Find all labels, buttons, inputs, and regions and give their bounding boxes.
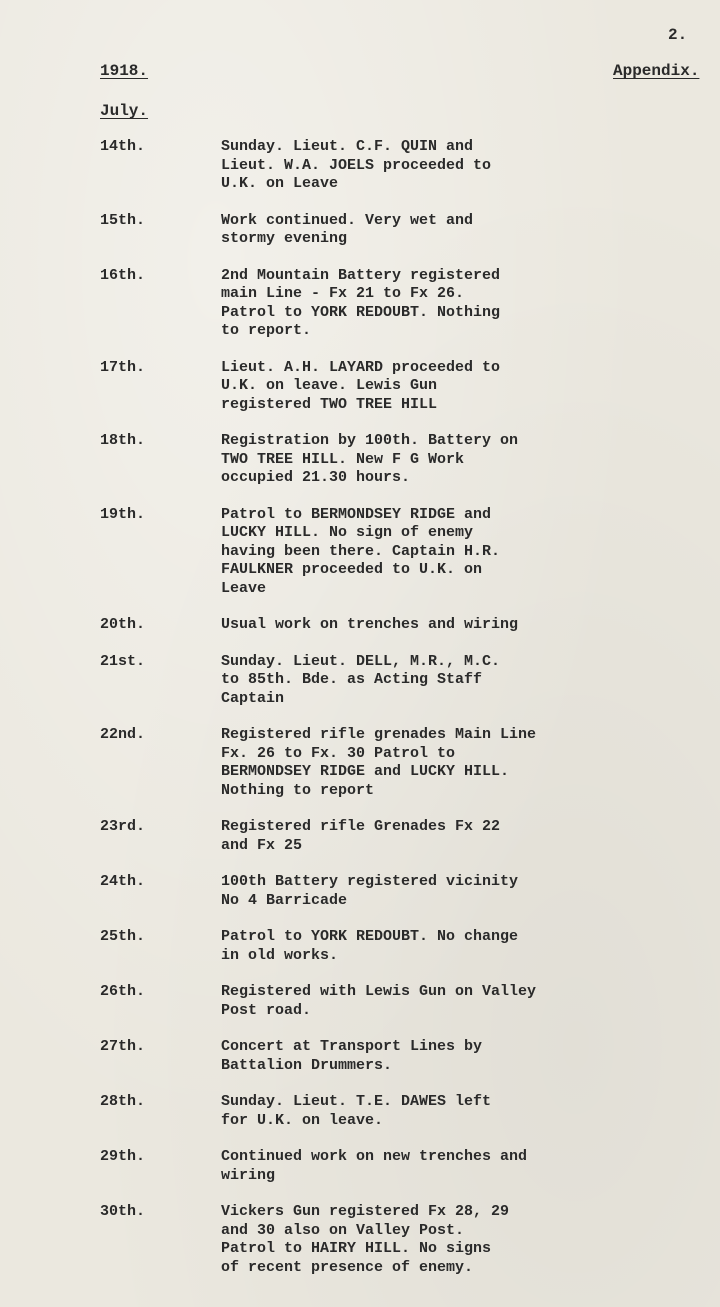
entry-date: 25th. [100,928,146,945]
entry-text: Continued work on new trenches and wiring [221,1148,528,1184]
diary-entry [100,267,700,341]
diary-entry [100,1038,700,1075]
entry-text: 2nd Mountain Battery registered main Line - Fx 21 to Fx 26. Patrol to YORK REDOUBT. Nothing to report. [221,266,501,339]
entry-date: 27th. [100,1038,146,1055]
entry-text: Lieut. A.H. LAYARD proceeded to U.K. on leave. Lewis Gun registered TWO TREE HILL [221,358,501,413]
entry-text: Registration by 100th. Battery on TWO TREE HILL. New F G Work occupied 21.30 hours. [221,432,519,486]
entry-text: Patrol to BERMONDSEY RIDGE and LUCKY HILL. No sign of enemy having been there. Captain H.R. FAULKNER proceeded to U.K. on Leave [221,505,501,597]
diary-entry [100,1093,700,1130]
diary-entry [100,212,700,249]
entry-text: Concert at Transport Lines by Battalion Drummers. [221,1038,483,1074]
entry-text: 100th Battery registered vicinity No 4 Barricade [221,873,519,909]
diary-entry [100,506,700,599]
entry-date: 19th. [100,505,146,523]
diary-entry [100,653,700,709]
diary-entry [100,818,700,855]
entry-text: Vickers Gun registered Fx 28, 29 and 30 also on Valley Post. Patrol to HAIRY HILL. No signs of recent presence of enemy. [221,1203,510,1276]
entry-date: 30th. [100,1203,146,1220]
entry-date: 17th. [100,358,146,376]
month-heading: July. [100,102,149,120]
year-heading: 1918. [100,62,149,80]
entry-text: Usual work on trenches and wiring [221,616,519,633]
appendix-heading: Appendix. [613,62,700,80]
entry-text: Sunday. Lieut. DELL, M.R., M.C. to 85th. Bde. as Acting Staff Captain [221,652,501,707]
entry-date: 26th. [100,983,146,1000]
diary-entry [100,359,700,415]
page-number: 2. [668,26,688,44]
diary-entry [100,616,700,635]
entry-date: 28th. [100,1093,146,1110]
entry-date: 18th. [100,432,146,449]
diary-entry [100,928,700,965]
diary-entries [100,138,700,1295]
diary-entry [100,726,700,800]
entry-text: Sunday. Lieut. T.E. DAWES left for U.K. on leave. [221,1093,492,1129]
entry-date: 16th. [100,266,146,284]
entry-date: 15th. [100,211,146,229]
entry-text: Patrol to YORK REDOUBT. No change in old works. [221,928,519,964]
entry-date: 24th. [100,873,146,890]
entry-date: 29th. [100,1148,146,1165]
diary-entry [100,1148,700,1185]
diary-entry [100,1203,700,1277]
entry-date: 23rd. [100,818,146,835]
diary-entry [100,432,700,488]
entry-text: Sunday. Lieut. C.F. QUIN and Lieut. W.A. JOELS proceeded to U.K. on Leave [221,138,492,192]
entry-text: Registered rifle grenades Main Line Fx. 26 to Fx. 30 Patrol to BERMONDSEY RIDGE and LUCKY HILL. Nothing to report [221,726,537,799]
diary-entry [100,983,700,1020]
entry-date: 22nd. [100,726,146,743]
entry-date: 21st. [100,652,146,670]
diary-entry [100,138,700,194]
entry-text: Work continued. Very wet and stormy evening [221,211,474,247]
entry-text: Registered with Lewis Gun on Valley Post road. [221,983,537,1019]
entry-date: 14th. [100,138,146,155]
entry-text: Registered rifle Grenades Fx 22 and Fx 25 [221,818,501,854]
entry-date: 20th. [100,616,146,633]
diary-entry [100,873,700,910]
